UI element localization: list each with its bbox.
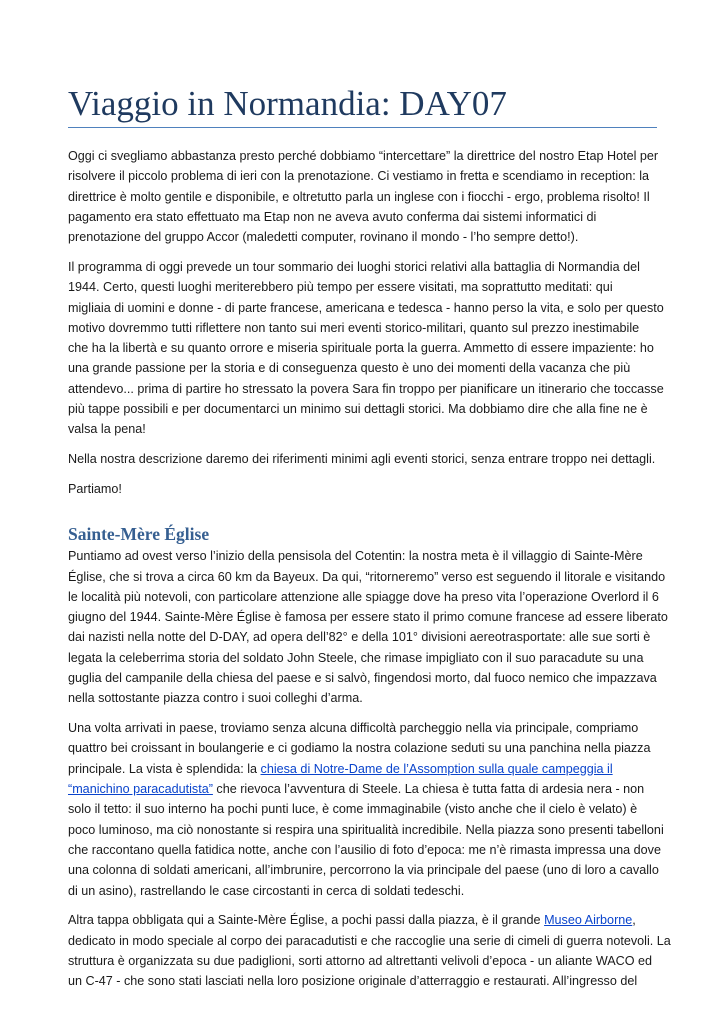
text-line: migliaia di uomini e donne - di parte francese, americana e tedesca - hanno perso la vita, e solo per questo <box>68 300 664 315</box>
text-line: che raccontano quella fatidica notte, anche con l’ausilio di foto d’epoca: me n’è rimasta impressa una dove <box>68 842 661 857</box>
text-line: legata la celeberrima storia del soldato John Steele, che rimase impigliato con il suo paracadute su una <box>68 650 644 665</box>
text-line: direttrice è molto gentile e disponibile, e oltretutto parla un inglese con i fiocchi - ergo, problema risolto! Il <box>68 189 650 204</box>
museum-airborne-link[interactable]: Museo Airborne <box>544 913 633 928</box>
text-fragment: che rievoca l’avventura di Steele. La chiesa è tutta fatta di ardesia nera - non <box>212 782 645 797</box>
text-line: 1944. Certo, questi luoghi meriterebbero più tempo per essere visitati, ma soprattutto meditati: qui <box>68 280 613 295</box>
text-line: le località più notevoli, con particolare attenzione alle spiagge dove ha preso vita l’operazione Overlord il 6 <box>68 589 659 604</box>
text-line: valsa la pena! <box>68 422 146 437</box>
text-line: struttura è organizzata su due padiglioni, sorti attorno ad altrettanti velivoli d’epoca - un aliante WACO ed <box>68 953 653 968</box>
text-line <box>68 779 658 799</box>
text-line: dai nazisti nella notte del D-DAY, ad opera dell’82° e della 101° divisioni aereotrasportate: alle sue sorti è <box>68 630 651 645</box>
text-line: attendevo... prima di partire ho stressato la povera Sara fin troppo per pianificare un itinerario che toccasse <box>68 381 664 396</box>
paragraph-sainte-mere <box>68 546 668 708</box>
text-line: solo il tetto: il suo interno ha pochi punti luce, è come immaginabile (visto anche che il cielo è velato) è <box>68 802 638 817</box>
text-line: quattro bei croissant in boulangerie e ci godiamo la nostra colazione seduti su una panchina nella piazza <box>68 741 651 756</box>
text-line: nella sottostante piazza contro i suoi colleghi d’arma. <box>68 691 363 706</box>
text-line: più tappe possibili e per documentarci un minimo sui dettagli storici. Ma dobbiamo dire che alla fine ne è <box>68 402 648 417</box>
text-line: che ha la libertà e su quanto orrore e miseria spirituale porta la guerra. Ammetto di essere impaziente: ho <box>68 341 654 356</box>
text-line: dedicato in modo speciale al corpo dei paracadutisti e che raccoglie una serie di cimeli di guerra notevoli. La <box>68 933 671 948</box>
text-line: di un asino), rastrellando le case circostanti in cerca di soldati tedeschi. <box>68 883 465 898</box>
text-line: Oggi ci svegliamo abbastanza presto perché dobbiamo “intercettare” la direttrice del nostro Etap Hotel per <box>68 149 659 163</box>
text-line: guglia del campanile della chiesa del paese e si salvò, fingendosi morto, dal fuoco nemico che impazzava <box>68 671 657 686</box>
section-heading: Sainte-Mère Église <box>68 524 210 545</box>
paragraph-museum-rest <box>68 931 671 992</box>
text-line: una colonna di soldati americani, all’imbrunire, percorrono la via principale del paese (uno di loro a cavallo <box>68 863 659 878</box>
text-line <box>68 759 658 779</box>
text-line: Puntiamo ad ovest verso l’inizio della pensisola del Cotentin: la nostra meta è il villaggio di Sainte-Mère <box>68 549 643 564</box>
text-line: giugno del 1944. Sainte-Mère Église è famosa per essere stato il primo comune francese ad essere liberato <box>68 610 668 625</box>
church-link-part2[interactable]: “manichino paracadutista” <box>68 782 213 797</box>
text-line: un C-47 - che sono stati lasciati nella loro posizione originale d’atterraggio e restaurati. All’ingresso del <box>68 974 638 989</box>
paragraph-church-visit <box>68 718 664 901</box>
paragraph-museum <box>68 910 671 991</box>
text-fragment: Altra tappa obbligata qui a Sainte-Mère Église, a pochi passi dalla piazza, è il grande <box>68 913 545 928</box>
paragraph-partiamo <box>68 479 658 499</box>
text-line: Il programma di oggi prevede un tour sommario dei luoghi storici relativi alla battaglia di Normandia del <box>68 259 640 274</box>
text-line: motivo dovremmo tutti riflettere non tanto sui meri eventi storico-militari, quanto sul prezzo inestimabile <box>68 320 640 335</box>
title-underline <box>68 127 657 128</box>
text-fragment: , <box>632 913 636 928</box>
text-line: Église, che si trova a circa 60 km da Bayeux. Da qui, “ritorneremo” verso est seguendo il litorale e visitando <box>68 569 666 584</box>
text-line: risolvere il piccolo problema di ieri con la prenotazione. Ci vestiamo in fretta e scendiamo in reception: la <box>68 169 649 184</box>
paragraph-church-rest <box>68 799 664 900</box>
paragraph-intro <box>68 146 658 247</box>
text-line <box>68 910 658 930</box>
text-line: Nella nostra descrizione daremo dei riferimenti minimi agli eventi storici, senza entrare troppo nei dettagli. <box>68 452 656 467</box>
church-link-part1[interactable]: chiesa di Notre-Dame de l’Assomption sulla quale campeggia il <box>260 761 613 776</box>
text-line: Una volta arrivati in paese, troviamo senza alcuna difficoltà parcheggio nella via principale, compriamo <box>68 721 639 736</box>
text-fragment: principale. La vista è splendida: la <box>68 761 261 776</box>
text-line: prenotazione del gruppo Accor (maledetti computer, rovinano il mondo - l’ho sempre detto!). <box>68 230 579 245</box>
page-title: Viaggio in Normandia: DAY07 <box>68 84 507 123</box>
document-body <box>68 146 671 1001</box>
text-line: una grande passione per la storia e di conseguenza questo è uno dei momenti della vacanza che più <box>68 361 631 376</box>
paragraph-program <box>68 257 664 440</box>
paragraph-description-note <box>68 449 658 469</box>
text-line: pagamento era stato effettuato ma Etap non ne aveva avuto conferma dai sistemi informatici di <box>68 209 597 224</box>
text-line: Partiamo! <box>68 481 122 496</box>
text-line: poco luminoso, ma ciò nonostante si respira una spiritualità incredibile. Nella piazza sono presenti tabelloni <box>68 822 664 837</box>
